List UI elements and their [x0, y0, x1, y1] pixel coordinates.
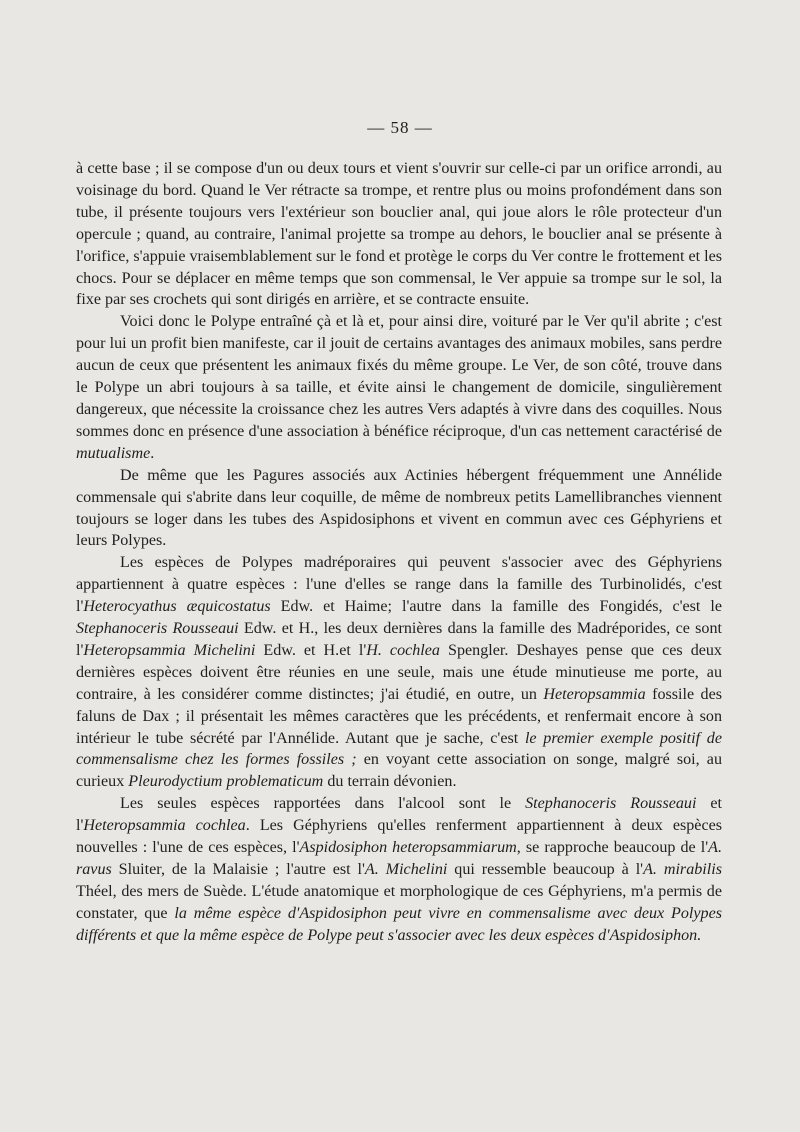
text-run: qui ressemble beaucoup à l' [447, 861, 644, 878]
text-run: Les seules espèces rapportées dans l'alcool sont le [120, 795, 526, 813]
text-run: . [150, 444, 155, 462]
italic-text: le premier exemple positif de commensalisme chez les formes fossiles ; [76, 729, 722, 769]
italic-text: A. Michelini [364, 861, 448, 878]
italic-text: A. ravus [76, 839, 722, 878]
text-run: Edw. et Haime; l'autre dans la famille des Fongidés, c'est le [270, 598, 722, 616]
text-run: fossile des faluns de Dax ; il présentait les mêmes caractères que les précédents, et renfermait encore à son intérieur le tube sécrété par l'Annélide. Autant que je sache, c'est [76, 685, 722, 747]
italic-text: la même espèce d'Aspidosiphon peut vivre en commensalisme avec deux Polypes différents et que la même espèce de Polype peut s'associer avec les deux espèces d'Aspidosiphon. [76, 904, 722, 944]
text-run: du terrain dévonien. [323, 773, 457, 791]
text-run: Les espèces de Polypes madréporaires qui peuvent s'associer avec des Géphyriens appartiennent à quatre espèces : l'une d'elles se range dans la famille des Turbinolidés, c'est l' [76, 554, 722, 616]
text-run: et l' [76, 795, 723, 835]
text-run: De même que les Pagures associés aux Actinies hébergent fréquemment une Annélide commensale qui s'abrite dans leur coquille, de même de nombreux petits Lamellibranches viennent toujours se loger dans les tubes des Aspidosiphons et vivent en commun avec ces Géphyriens et leurs Polypes. [76, 466, 722, 550]
italic-text: H. cochlea [366, 641, 440, 659]
paragraph [76, 158, 722, 311]
page-number: — 58 — [367, 118, 433, 137]
italic-text: Heterocyathus æquicostatus [83, 598, 271, 616]
italic-text: mutualisme [76, 444, 151, 462]
italic-text: Heteropsammia cochlea [83, 817, 246, 835]
body-text [76, 158, 722, 947]
italic-text: Heteropsammia Michelini [83, 641, 256, 659]
italic-text: Heteropsammia [543, 685, 646, 703]
italic-text: Stephanoceris Rousseaui [525, 795, 697, 813]
text-run: Sluiter, de la Malaisie ; l'autre est l' [111, 861, 365, 878]
text-run: Spengler. Deshayes pense que ces deux dernières espèces doivent être réunies en une seule, mais une étude minutieuse me porte, au contraire, à les considérer comme distinctes; j'ai étudié, en outre, un [76, 641, 722, 703]
text-run: Edw. et H.et l' [255, 641, 367, 659]
text-run: , se rapproche beaucoup de l' [516, 839, 709, 857]
text-run: à cette base ; il se compose d'un ou deux tours et vient s'ouvrir sur celle-ci par un orifice arrondi, au voisinage du bord. Quand le Ver rétracte sa trompe, et rentre plus ou moins profondément dans son tube, il présente toujours vers l'extérieur son bouclier anal, qui joue alors le rôle protecteur d'un opercule ; quand, au contraire, l'animal projette sa trompe au dehors, le bouclier anal se présente à l'orifice, s'appuie vraisemblablement sur le fond et protège le corps du Ver contre le frottement et les chocs. Pour se déplacer en même temps que son commensal, le Ver appuie sa trompe sur le sol, la fixe par ses crochets qui sont dirigés en arrière, et se contracte ensuite. [76, 160, 722, 309]
italic-text: A. mirabilis [643, 861, 722, 878]
paragraph [76, 552, 722, 793]
paragraph [76, 465, 722, 553]
text-run: . Les Géphyriens qu'elles renferment appartiennent à deux espèces nouvelles : l'une de ces espèces, l' [76, 817, 723, 857]
text-run: en voyant cette association on songe, malgré soi, au curieux [76, 751, 723, 791]
text-run: Edw. et H., les deux dernières dans la famille des Madréporides, ce sont l' [76, 620, 722, 659]
paragraph [76, 311, 722, 464]
paragraph [76, 793, 722, 946]
italic-text: Aspidosiphon heteropsammiarum [299, 839, 517, 857]
italic-text: Pleurodyctium problematicum [128, 773, 324, 791]
italic-text: Stephanoceris Rousseaui [76, 620, 239, 638]
text-run: Théel, des mers de Suède. L'étude anatomique et morphologique de ces Géphyriens, m'a permis de constater, que [76, 882, 722, 922]
text-run: Voici donc le Polype entraîné çà et là et, pour ainsi dire, voituré par le Ver qu'il abrite ; c'est pour lui un profit bien manifeste, car il jouit de certains avantages des animaux mobiles, sans perdre aucun de ceux que présentent les animaux fixés du même groupe. Le Ver, de son côté, trouve dans le Polype un abri toujours à sa taille, et évite ainsi le changement de domicile, singulièrement dangereux, que nécessite la croissance chez les autres Vers adaptés à vivre dans des coquilles. Nous sommes donc en présence d'une association à bénéfice réciproque, d'un cas nettement caractérisé de [76, 313, 722, 440]
